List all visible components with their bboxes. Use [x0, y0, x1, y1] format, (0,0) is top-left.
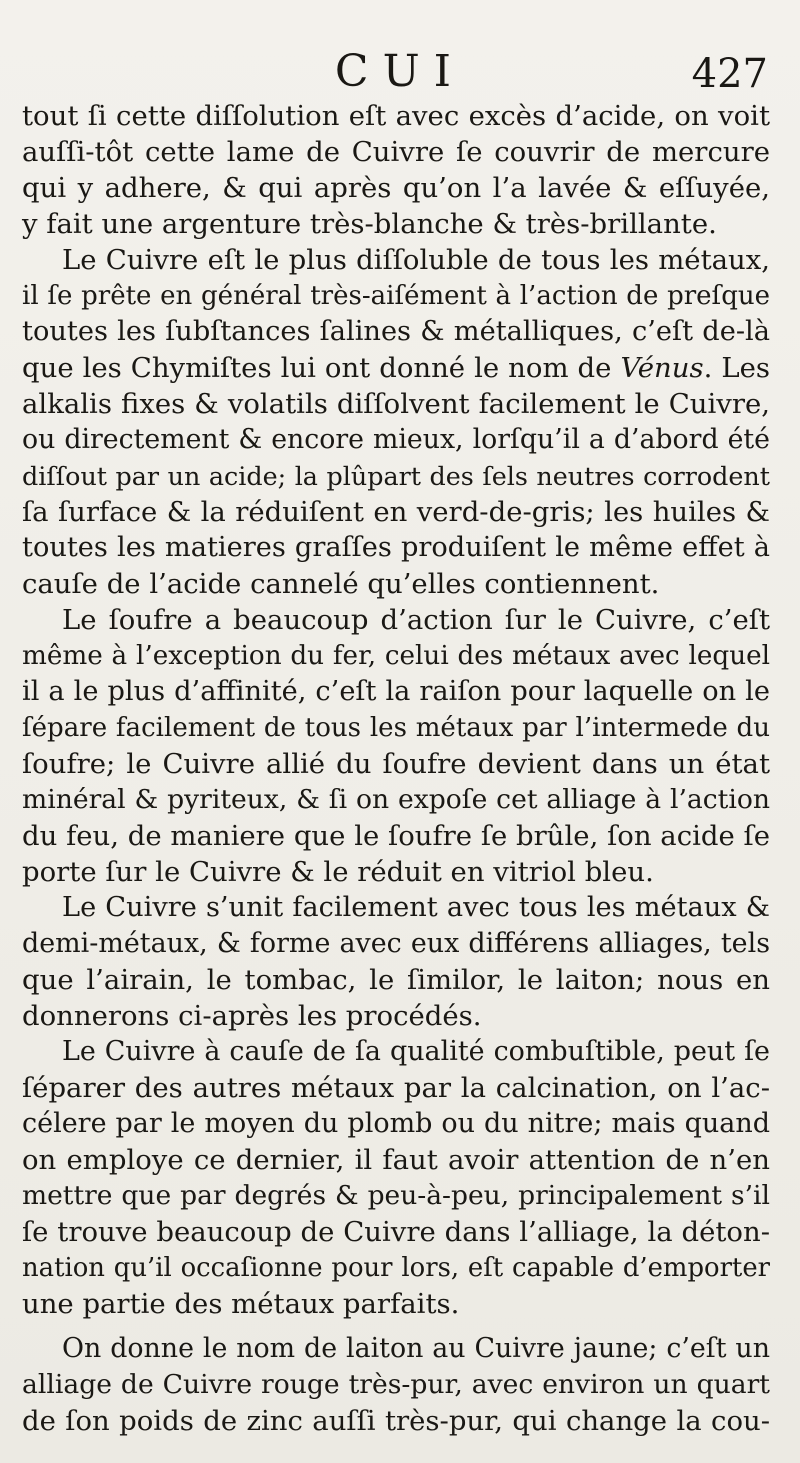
text-line: qui y adhere, & qui après qu’on l’a lavée & eſſuyée, [22, 172, 770, 204]
text-line: ſoufre; le Cuivre allié du ſoufre devient dans un état [22, 748, 770, 780]
paragraph [22, 1034, 770, 1322]
text-line: alliage de Cuivre rouge très-pur, avec environ un quart [22, 1369, 770, 1400]
body-text [22, 98, 770, 1439]
running-head: CUI [334, 46, 466, 97]
text-line: du feu, de maniere que le ſoufre ſe brûle, ſon acide ſe [22, 820, 770, 852]
text-line: Le Cuivre eſt le plus diſſoluble de tous les métaux, [62, 244, 770, 276]
text-line: minéral & pyriteux, & ſi on expoſe cet alliage à l’action [22, 784, 770, 815]
text-line: on employe ce dernier, il faut avoir attention de n’en [22, 1144, 770, 1176]
text-line: donnerons ci-après les procédés. [22, 1000, 482, 1032]
text-line: auſſi-tôt cette lame de Cuivre ſe couvrir de mercure [22, 136, 770, 168]
text-line: On donne le nom de laiton au Cuivre jaune; c’eſt un [62, 1333, 770, 1364]
paragraph [22, 1331, 770, 1439]
text-line: alkalis fixes & volatils diſſolvent facilement le Cuivre, [22, 388, 770, 420]
paragraph [22, 242, 770, 602]
paragraph [22, 890, 770, 1034]
text-line: nation qu’il occaſionne pour lors, eſt capable d’emporter [22, 1253, 770, 1283]
page-number: 427 [691, 51, 768, 97]
text-line: de ſon poids de zinc auſſi très-pur, qui change la cou- [22, 1405, 770, 1437]
text-line: Le Cuivre s’unit facilement avec tous les métaux & [62, 892, 770, 923]
text-line: cauſe de l’acide cannelé qu’elles contiennent. [22, 568, 660, 600]
text-line: célere par le moyen du plomb ou du nitre; mais quand [22, 1108, 770, 1139]
text-line: Le ſoufre a beaucoup d’action ſur le Cuivre, c’eſt [62, 604, 770, 636]
paragraph [22, 98, 770, 242]
text-line: mettre que par degrés & peu-à-peu, principalement s’il [22, 1180, 770, 1211]
text-line: une partie des métaux parfaits. [22, 1288, 460, 1320]
text-line: il a le plus d’affinité, c’eſt la raiſon pour laquelle on le [22, 676, 770, 707]
paragraph [22, 602, 770, 890]
text-line: toutes les matieres graſſes produiſent le même effet à [22, 532, 770, 563]
text-line: ou directement & encore mieux, lorſqu’il a d’abord été [22, 424, 770, 455]
text-line: y fait une argenture très-blanche & très-brillante. [22, 208, 717, 240]
text-line: porte ſur le Cuivre & le réduit en vitriol bleu. [22, 856, 654, 888]
text-line: ſa ſurface & la réduiſent en verd-de-gris; les huiles & [22, 496, 770, 528]
text-line: que l’airain, le tombac, le ſimilor, le laiton; nous en [22, 964, 770, 996]
text-line: diſſout par un acide; la plûpart des ſels neutres corrodent [22, 461, 770, 491]
page-header [0, 44, 800, 100]
text-line: demi-métaux, & forme avec eux différens alliages, tels [22, 928, 770, 959]
text-line: tout ſi cette diſſolution eſt avec excès d’acide, on voit [22, 100, 770, 132]
text-line: toutes les ſubſtances ſalines & métalliques, c’eſt de-là [22, 316, 770, 347]
text-line: il ſe prête en général très-aiſément à l’action de preſque [22, 281, 770, 311]
text-line: ſépare facilement de tous les métaux par l’intermede du [22, 713, 770, 743]
text-line: que les Chymiſtes lui ont donné le nom de Vénus. Les [22, 352, 770, 384]
text-line: Le Cuivre à cauſe de ſa qualité combuſtible, peut ſe [62, 1036, 770, 1067]
text-line: ſe trouve beaucoup de Cuivre dans l’alliage, la déton- [22, 1216, 770, 1248]
text-line: ſéparer des autres métaux par la calcination, on l’ac- [22, 1072, 770, 1104]
text-line: même à l’exception du fer, celui des métaux avec lequel [22, 641, 770, 671]
